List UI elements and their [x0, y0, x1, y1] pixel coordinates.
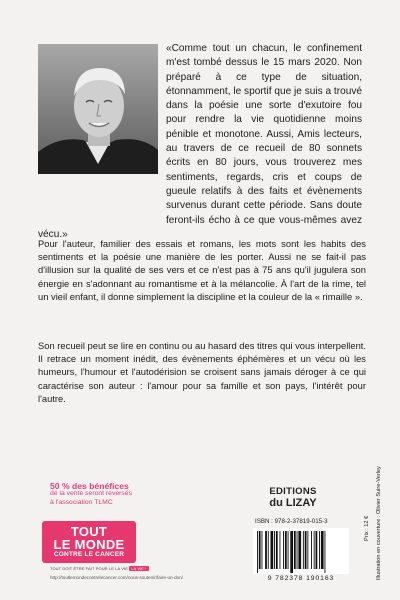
charity-line-2: de la vente seront reversés: [50, 490, 132, 498]
illustration-credit: Illustration en couverture : Olivier Suire-Verley: [376, 466, 382, 580]
charity-logo: [42, 521, 136, 563]
barcode: [253, 528, 349, 574]
publisher-line-2: du LIZAY: [269, 497, 317, 509]
charity-logo-line-3: CONTRE LE CANCER: [53, 551, 125, 558]
price-label: Prix : 12 €: [364, 515, 370, 541]
charity-donation-link[interactable]: http://toutlemondecontrelecancer.com/nous-soutenir/faire-un-don/: [50, 575, 184, 580]
author-quote-block: [38, 42, 362, 242]
description-paragraph-1: Pour l'auteur, familier des essais et romans, les mots sont les habits des sentiments et la poésie une manière de les porter. Aussi ne se fait-il pas d'illusion sur la qualité de ses vers et ce n'est pas à 75 ans qu'il jugulera son énergie en s'adonnant au romantisme et à la mélancolie. À l'art de la rime, tel un vieil enfant, il donne simplement la discipline et la couleur de la « rimaille ».: [38, 238, 366, 302]
publisher-line-1: EDITIONS: [269, 486, 317, 497]
barcode-number: 9 782378 190163: [267, 575, 335, 582]
charity-line-3: à l'association TLMC: [50, 498, 113, 506]
charity-percent: 50 % des bénéfices: [50, 481, 129, 491]
barcode-bars: [253, 528, 349, 574]
charity-logo-line-1: TOUT: [70, 524, 108, 539]
charity-tagline-pill: LA VIE !: [131, 566, 147, 571]
charity-notice: [50, 482, 170, 507]
charity-tagline-text: TOUT DOIT ÊTRE FAIT POUR LE LA VIE: [50, 566, 129, 571]
charity-logo-line-2: LE MONDE: [53, 537, 125, 552]
description-paragraph-2: Son recueil peut se lire en continu ou au hasard des titres qui vous interpellent. Il retrace un moment inédit, des évènements éphémères et un vécu où les humeurs, l'humour et l'autodérision se croisent sans jamais déroger à ce qui caractérise son auteur : l'amour pour sa famille et son pays, l'intérêt pour l'autre.: [38, 340, 366, 404]
charity-tagline: [50, 566, 149, 571]
isbn-label: ISBN : 978-2-37819-015-3: [255, 518, 328, 525]
publisher-logo: [260, 487, 326, 509]
author-quote: «Comme tout un chacun, le confinement m'est tombé dessus le 15 mars 2020. Non préparé à ce type de situation, étonnamment, le sportif que je suis a trouvé dans la poésie une sorte d'exutoire fou pour rendre la vie quotidienne moins pénible et monotone. Aussi, Amis lecteurs, au travers de ce recueil de 80 sonnets écrits en 80 jours, vous trouverez mes sentiments, regards, cris et coups de gueule relatifs à des faits et évènements survenus durant cette période. Sans doute feront-ils écho à ce que vous-mêmes avez vécu.»: [38, 43, 362, 240]
